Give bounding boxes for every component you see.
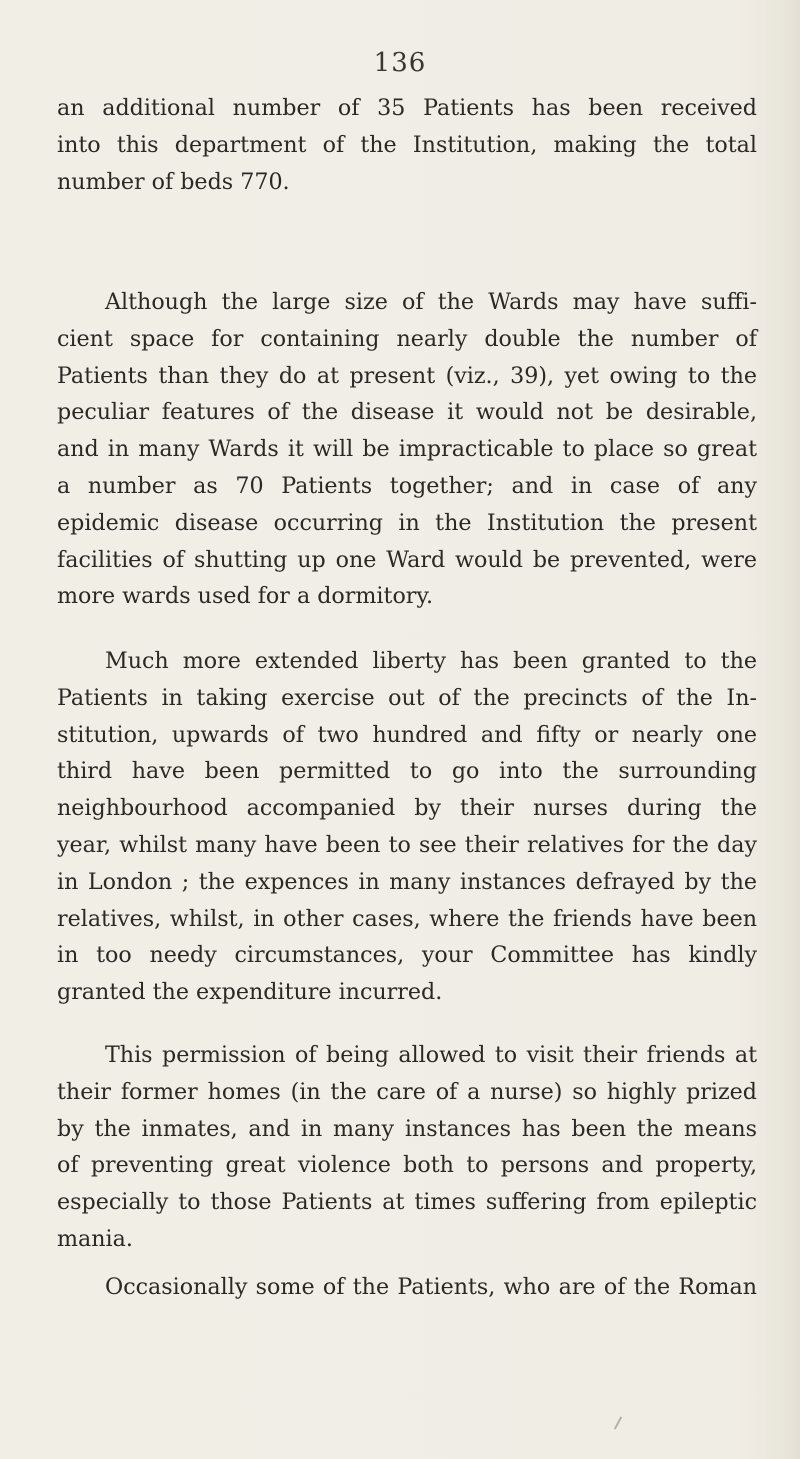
text-line: in London ; the expences in many instances defrayed by the [57, 868, 757, 895]
page-number: 136 [373, 48, 427, 78]
text-line: mania. [57, 1225, 133, 1252]
text-line: peculiar features of the disease it would not be desirable, [57, 399, 757, 426]
text-line: epidemic disease occurring in the Institution the present [57, 509, 757, 536]
pencil-mark [614, 1416, 622, 1429]
text-line: This permission of being allowed to visit their friends at [105, 1042, 757, 1068]
paragraph-4 [57, 1037, 757, 1258]
text-line: neighbourhood accompanied by their nurses during the [57, 795, 757, 822]
text-line: cient space for containing nearly double the number of [57, 325, 757, 352]
text-line: stitution, upwards of two hundred and fifty or nearly one [57, 721, 757, 748]
text-line: and in many Wards it will be impracticable to place so great [57, 436, 757, 463]
text-line: into this department of the Institution, making the total [57, 131, 757, 158]
text-line: facilities of shutting up one Ward would be prevented, were [57, 546, 757, 573]
text-line: of preventing great violence both to persons and property, [57, 1152, 757, 1179]
text-line: year, whilst many have been to see their relatives for the day [57, 831, 757, 858]
text-line: Occasionally some of the Patients, who are of the Roman [105, 1274, 757, 1300]
text-line: Much more extended liberty has been granted to the [105, 648, 757, 674]
text-line: an additional number of 35 Patients has been received [57, 95, 757, 121]
text-line: relatives, whilst, in other cases, where the friends have been [57, 905, 757, 932]
paragraph-1 [57, 90, 757, 200]
text-line: especially to those Patients at times suffering from epileptic [57, 1189, 757, 1216]
paragraph-3 [57, 643, 757, 1011]
text-line: Although the large size of the Wards may have suffi- [105, 289, 757, 315]
text-line: their former homes (in the care of a nurse) so highly prized [57, 1078, 757, 1105]
text-line: by the inmates, and in many instances has been the means [57, 1115, 757, 1142]
paragraph-5 [57, 1269, 757, 1306]
text-line: Patients than they do at present (viz., 39), yet owing to the [57, 362, 757, 389]
text-line: a number as 70 Patients together; and in case of any [57, 472, 757, 499]
text-line: Patients in taking exercise out of the precincts of the In- [57, 684, 757, 711]
text-line: more wards used for a dormitory. [57, 583, 434, 610]
text-line: number of beds 770. [57, 168, 290, 195]
paragraph-2 [57, 284, 757, 615]
text-line: in too needy circumstances, your Committee has kindly [57, 942, 757, 969]
text-line: third have been permitted to go into the surrounding [57, 758, 757, 785]
text-line: granted the expenditure incurred. [57, 979, 443, 1006]
